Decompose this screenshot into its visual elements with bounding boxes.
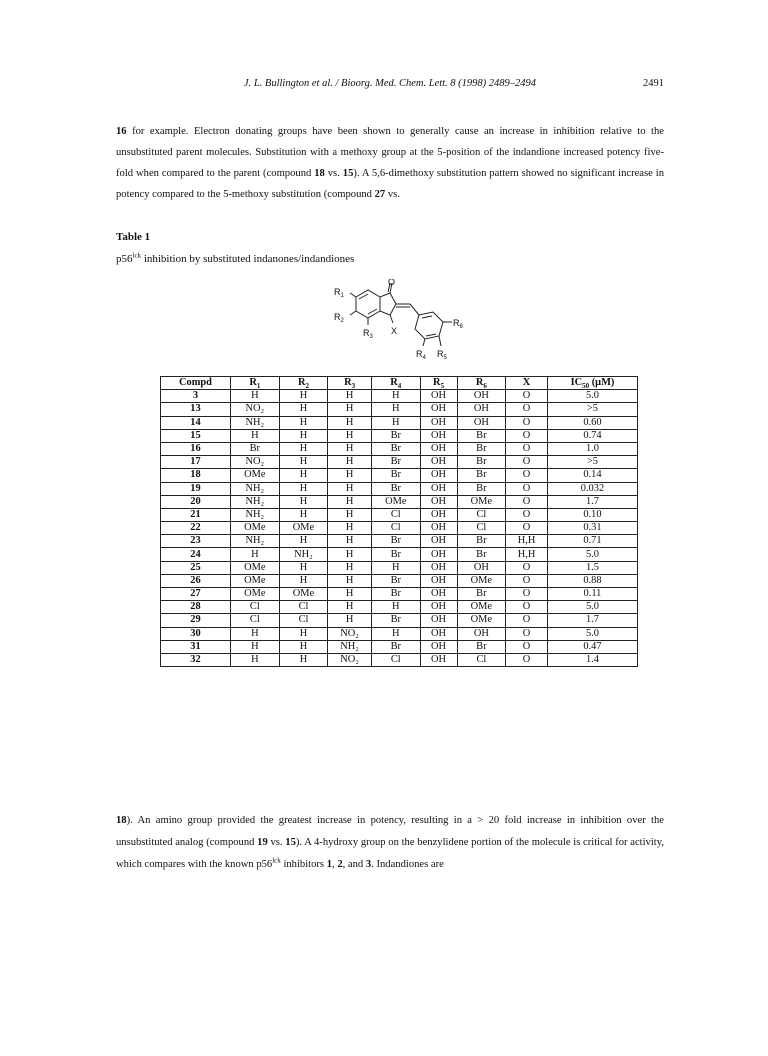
compound-id-cell: 32 <box>161 653 231 666</box>
table-description: $p56^{lck}$ inhibition by substituted indanones/indandiones <box>116 251 355 265</box>
table-cell: Cl <box>457 653 506 666</box>
table-cell: 5.0 <box>547 390 637 403</box>
table-cell: H <box>279 469 328 482</box>
table-cell: 1.4 <box>547 653 637 666</box>
table-cell: H <box>279 653 328 666</box>
table-cell: H <box>328 548 372 561</box>
table-row <box>161 416 638 429</box>
text-run: , <box>332 859 338 870</box>
table-cell: OMe <box>457 574 506 587</box>
table-cell: 0.032 <box>547 482 637 495</box>
table-cell: H <box>328 508 372 521</box>
table-cell: O <box>506 429 548 442</box>
table-cell: NH₂ <box>231 535 280 548</box>
compound-id-cell: 14 <box>161 416 231 429</box>
table-cell: OH <box>420 601 457 614</box>
table-cell: NH₂ <box>328 640 372 653</box>
journal-citation: J. L. Bullington et al. / Bioorg. Med. Chem. Lett. 8 (1998) 2489–2494 <box>243 78 537 89</box>
table-cell: NH₂ <box>231 508 280 521</box>
compound-ref: 19 <box>257 837 268 848</box>
table-cell: OH <box>420 469 457 482</box>
compound-id-cell: 15 <box>161 429 231 442</box>
table-cell: H <box>231 627 280 640</box>
table-cell: OMe <box>457 614 506 627</box>
table-row <box>161 522 638 535</box>
table-row <box>161 469 638 482</box>
table-cell: NO₂ <box>328 627 372 640</box>
table-cell: OH <box>420 403 457 416</box>
column-header: $IC_{50}$ (μM) <box>547 377 637 390</box>
table-row <box>161 442 638 455</box>
table-cell: O <box>506 627 548 640</box>
table-cell: Br <box>457 429 506 442</box>
table-cell: Br <box>457 442 506 455</box>
table-cell: O <box>506 456 548 469</box>
compound-ref: 15 <box>342 168 354 179</box>
table-cell: OH <box>457 403 506 416</box>
table-cell: H <box>231 390 280 403</box>
table-cell: NH₂ <box>231 495 280 508</box>
running-header <box>116 78 664 94</box>
table-cell: OH <box>420 429 457 442</box>
table-cell: Cl <box>371 522 420 535</box>
table-cell: H <box>279 482 328 495</box>
table-cell: O <box>506 561 548 574</box>
compound-id-cell: 27 <box>161 588 231 601</box>
text-run: vs. <box>324 168 343 179</box>
table-cell: O <box>506 508 548 521</box>
page-number: 2491 <box>643 78 664 89</box>
table-cell: H <box>279 442 328 455</box>
table-cell: H <box>279 627 328 640</box>
table-cell: OMe <box>279 522 328 535</box>
compound-ref: 2 <box>337 859 343 870</box>
table-cell: Br <box>371 469 420 482</box>
table-cell: O <box>506 416 548 429</box>
compound-id-cell: 23 <box>161 535 231 548</box>
table-cell: 0.10 <box>547 508 637 521</box>
table-cell: OH <box>420 522 457 535</box>
table-cell: H <box>328 403 372 416</box>
table-cell: OMe <box>457 495 506 508</box>
table-cell: NO₂ <box>328 653 372 666</box>
table-cell: OH <box>420 535 457 548</box>
text-run: for example. Electron donating groups have been shown to generally cause an increase in inhibition relative to the unsubstituted parent molecules. Substitution with a methoxy group at the 5-position of the indandione increased potency five-fold when compared to the parent (compound <box>116 126 664 179</box>
table-cell: 5.0 <box>547 548 637 561</box>
table-row <box>161 548 638 561</box>
table-cell: OH <box>420 588 457 601</box>
table-cell: O <box>506 588 548 601</box>
table-cell: 0.71 <box>547 535 637 548</box>
compound-id-cell: 19 <box>161 482 231 495</box>
table-cell: Br <box>371 574 420 587</box>
table-cell: 0.31 <box>547 522 637 535</box>
table-cell: H <box>371 627 420 640</box>
table-cell: Br <box>371 442 420 455</box>
column-header: $R_6$ <box>457 377 506 390</box>
table-cell: Br <box>231 442 280 455</box>
table-cell: Br <box>457 588 506 601</box>
table-row <box>161 574 638 587</box>
compound-ref: 15 <box>285 837 296 848</box>
table-cell: 0.47 <box>547 640 637 653</box>
table-cell: 5.0 <box>547 601 637 614</box>
table-cell: OMe <box>231 522 280 535</box>
compound-id-cell: 17 <box>161 456 231 469</box>
table-cell: H <box>328 495 372 508</box>
compound-id-cell: 20 <box>161 495 231 508</box>
table-cell: OH <box>420 508 457 521</box>
table-cell: Cl <box>231 601 280 614</box>
label-x: X <box>391 326 398 336</box>
compound-id-cell: 28 <box>161 601 231 614</box>
table-cell: OMe <box>279 588 328 601</box>
table-cell: H <box>279 429 328 442</box>
table-cell: 0.60 <box>547 416 637 429</box>
text-run: inhibitors <box>280 859 327 870</box>
compound-id-cell: 16 <box>161 442 231 455</box>
table-cell: NO₂ <box>231 456 280 469</box>
table-row <box>161 535 638 548</box>
compound-id-cell: 26 <box>161 574 231 587</box>
table-cell: OMe <box>231 561 280 574</box>
table-cell: H <box>328 429 372 442</box>
table-cell: OH <box>457 561 506 574</box>
table-cell: H <box>231 429 280 442</box>
table-cell: H <box>371 416 420 429</box>
table-cell: O <box>506 522 548 535</box>
table-cell: 0.88 <box>547 574 637 587</box>
table-cell: 1.0 <box>547 442 637 455</box>
column-header: $R_5$ <box>420 377 457 390</box>
table-cell: NH₂ <box>231 416 280 429</box>
compound-ref: 18 <box>314 168 325 179</box>
table-cell: OH <box>457 627 506 640</box>
table-cell: H <box>328 601 372 614</box>
table-cell: H <box>328 574 372 587</box>
table-row <box>161 403 638 416</box>
table-cell: Cl <box>279 601 328 614</box>
compound-ref: 1 <box>326 859 333 870</box>
table-cell: 0.74 <box>547 429 637 442</box>
table-cell: O <box>506 601 548 614</box>
table-row <box>161 508 638 521</box>
compound-id-cell: 21 <box>161 508 231 521</box>
table-cell: H <box>371 390 420 403</box>
column-header: $R_1$ <box>231 377 280 390</box>
table-cell: O <box>506 614 548 627</box>
table-row <box>161 482 638 495</box>
table-row <box>161 588 638 601</box>
table-row <box>161 627 638 640</box>
table-cell: Cl <box>231 614 280 627</box>
table-cell: Br <box>457 456 506 469</box>
column-header: $R_3$ <box>328 377 372 390</box>
text-run: ). A 4-hydroxy group on the benzylidene portion of the molecule is critical for activity, which compares with the known p56 <box>116 837 665 870</box>
table-cell: OH <box>420 653 457 666</box>
table-cell: O <box>506 469 548 482</box>
table-cell: NH₂ <box>231 482 280 495</box>
table-cell: H <box>231 653 280 666</box>
table-cell: OH <box>420 416 457 429</box>
text-run: . Indandiones are <box>371 859 444 870</box>
table-cell: OH <box>457 416 506 429</box>
text-run: ). A 5,6-dimethoxy substitution pattern showed no significant increase in potency compared to the 5-methoxy substitution (compound <box>116 168 665 200</box>
label-o: O <box>388 279 396 287</box>
table-cell: Br <box>457 482 506 495</box>
compound-id-cell: 22 <box>161 522 231 535</box>
table-cell: H <box>328 522 372 535</box>
table-cell: H <box>279 390 328 403</box>
table-row <box>161 495 638 508</box>
table-cell: O <box>506 390 548 403</box>
results-paragraph <box>116 810 664 876</box>
table-cell: H <box>279 403 328 416</box>
table-cell: OMe <box>457 601 506 614</box>
table-cell: OMe <box>231 469 280 482</box>
table-cell: OMe <box>371 495 420 508</box>
label-r4: $R_4$ <box>416 349 426 361</box>
table-row <box>161 456 638 469</box>
table-row <box>161 653 638 666</box>
table-cell: H <box>328 390 372 403</box>
table-cell: H <box>279 574 328 587</box>
label-r3: $R_3$ <box>363 328 373 340</box>
compound-id-cell: 24 <box>161 548 231 561</box>
table-cell: H <box>328 442 372 455</box>
table-cell: H <box>231 640 280 653</box>
table-cell: OH <box>420 495 457 508</box>
table-cell: OH <box>420 614 457 627</box>
table-cell: 1.5 <box>547 561 637 574</box>
table-cell: Br <box>371 535 420 548</box>
table-cell: OMe <box>231 588 280 601</box>
table-cell: H,H <box>506 535 548 548</box>
table-cell: Br <box>371 548 420 561</box>
label-r5: $R_5$ <box>437 349 447 361</box>
table-cell: Br <box>371 614 420 627</box>
table-cell: Br <box>371 640 420 653</box>
table-cell: OH <box>420 456 457 469</box>
intro-paragraph <box>116 121 664 205</box>
table-cell: OMe <box>231 574 280 587</box>
table-cell: Br <box>457 469 506 482</box>
text-run: ). An amino group provided the greatest increase in potency, resulting in a > 20 fold increase in inhibition over the unsubstituted analog (compound <box>116 815 664 848</box>
table-row <box>161 614 638 627</box>
table-cell: O <box>506 403 548 416</box>
table-cell: H <box>371 561 420 574</box>
table-cell: H <box>328 469 372 482</box>
table-cell: H <box>328 561 372 574</box>
table-cell: OH <box>420 548 457 561</box>
table-cell: O <box>506 495 548 508</box>
column-header: Compd <box>161 377 231 390</box>
table-cell: 5.0 <box>547 627 637 640</box>
table-cell: OH <box>420 390 457 403</box>
column-header: $R_2$ <box>279 377 328 390</box>
table-cell: H,H <box>506 548 548 561</box>
table-cell: OH <box>420 574 457 587</box>
table-cell: H <box>279 456 328 469</box>
label-r6: $R_6$ <box>453 318 463 330</box>
table-cell: O <box>506 640 548 653</box>
table-cell: OH <box>420 640 457 653</box>
text-run: vs. <box>267 837 286 848</box>
table-cell: H <box>371 403 420 416</box>
compound-id-cell: 18 <box>161 469 231 482</box>
table-title: Table 1 <box>116 231 151 243</box>
inhibition-table <box>160 376 638 667</box>
table-cell: Cl <box>371 653 420 666</box>
table-cell: NH₂ <box>279 548 328 561</box>
compound-id-cell: 13 <box>161 403 231 416</box>
column-header: $R_4$ <box>371 377 420 390</box>
column-header: X <box>506 377 548 390</box>
table-row <box>161 390 638 403</box>
table-cell: O <box>506 442 548 455</box>
text-run: , and <box>342 859 366 870</box>
table-cell: H <box>328 456 372 469</box>
table-cell: H <box>371 601 420 614</box>
table-cell: Br <box>371 456 420 469</box>
table-header-row <box>161 377 638 390</box>
table-cell: >5 <box>547 456 637 469</box>
text-run: lck <box>272 856 281 865</box>
compound-ref: 16 <box>116 126 127 137</box>
compound-id-cell: 30 <box>161 627 231 640</box>
table-cell: Br <box>457 640 506 653</box>
table-cell: O <box>506 482 548 495</box>
compound-id-cell: 31 <box>161 640 231 653</box>
table-cell: 1.7 <box>547 614 637 627</box>
table-cell: Cl <box>457 522 506 535</box>
table-cell: H <box>328 535 372 548</box>
compound-ref: 3 <box>365 859 372 870</box>
table-cell: H <box>279 535 328 548</box>
table-cell: H <box>231 548 280 561</box>
compound-id-cell: 25 <box>161 561 231 574</box>
table-cell: OH <box>420 561 457 574</box>
table-cell: 0.11 <box>547 588 637 601</box>
table-cell: H <box>279 495 328 508</box>
table-row <box>161 561 638 574</box>
label-r1: $R_1$ <box>334 287 344 299</box>
chemical-structure <box>322 279 482 369</box>
table-cell: OH <box>457 390 506 403</box>
table-cell: H <box>328 482 372 495</box>
compound-id-cell: 3 <box>161 390 231 403</box>
table-cell: O <box>506 574 548 587</box>
compound-ref: 18 <box>116 815 127 826</box>
table-cell: Cl <box>371 508 420 521</box>
table-cell: H <box>279 508 328 521</box>
compound-ref: 27 <box>374 189 386 200</box>
table-cell: Br <box>371 429 420 442</box>
table-cell: OH <box>420 482 457 495</box>
label-r2: $R_2$ <box>334 312 344 324</box>
table-row <box>161 429 638 442</box>
table-cell: H <box>328 416 372 429</box>
compound-id-cell: 29 <box>161 614 231 627</box>
table-cell: Br <box>457 535 506 548</box>
table-cell: >5 <box>547 403 637 416</box>
table-cell: Br <box>371 588 420 601</box>
table-cell: Cl <box>279 614 328 627</box>
table-cell: Cl <box>457 508 506 521</box>
table-cell: H <box>328 614 372 627</box>
table-cell: H <box>328 588 372 601</box>
table-cell: H <box>279 416 328 429</box>
table-cell: 1.7 <box>547 495 637 508</box>
table-cell: O <box>506 653 548 666</box>
text-run: vs. <box>385 189 400 200</box>
table-row <box>161 601 638 614</box>
table-cell: H <box>279 561 328 574</box>
table-cell: NO₂ <box>231 403 280 416</box>
table-cell: OH <box>420 442 457 455</box>
table-cell: Br <box>457 548 506 561</box>
table-cell: Br <box>371 482 420 495</box>
table-row <box>161 640 638 653</box>
table-cell: 0.14 <box>547 469 637 482</box>
table-cell: OH <box>420 627 457 640</box>
table-cell: H <box>279 640 328 653</box>
